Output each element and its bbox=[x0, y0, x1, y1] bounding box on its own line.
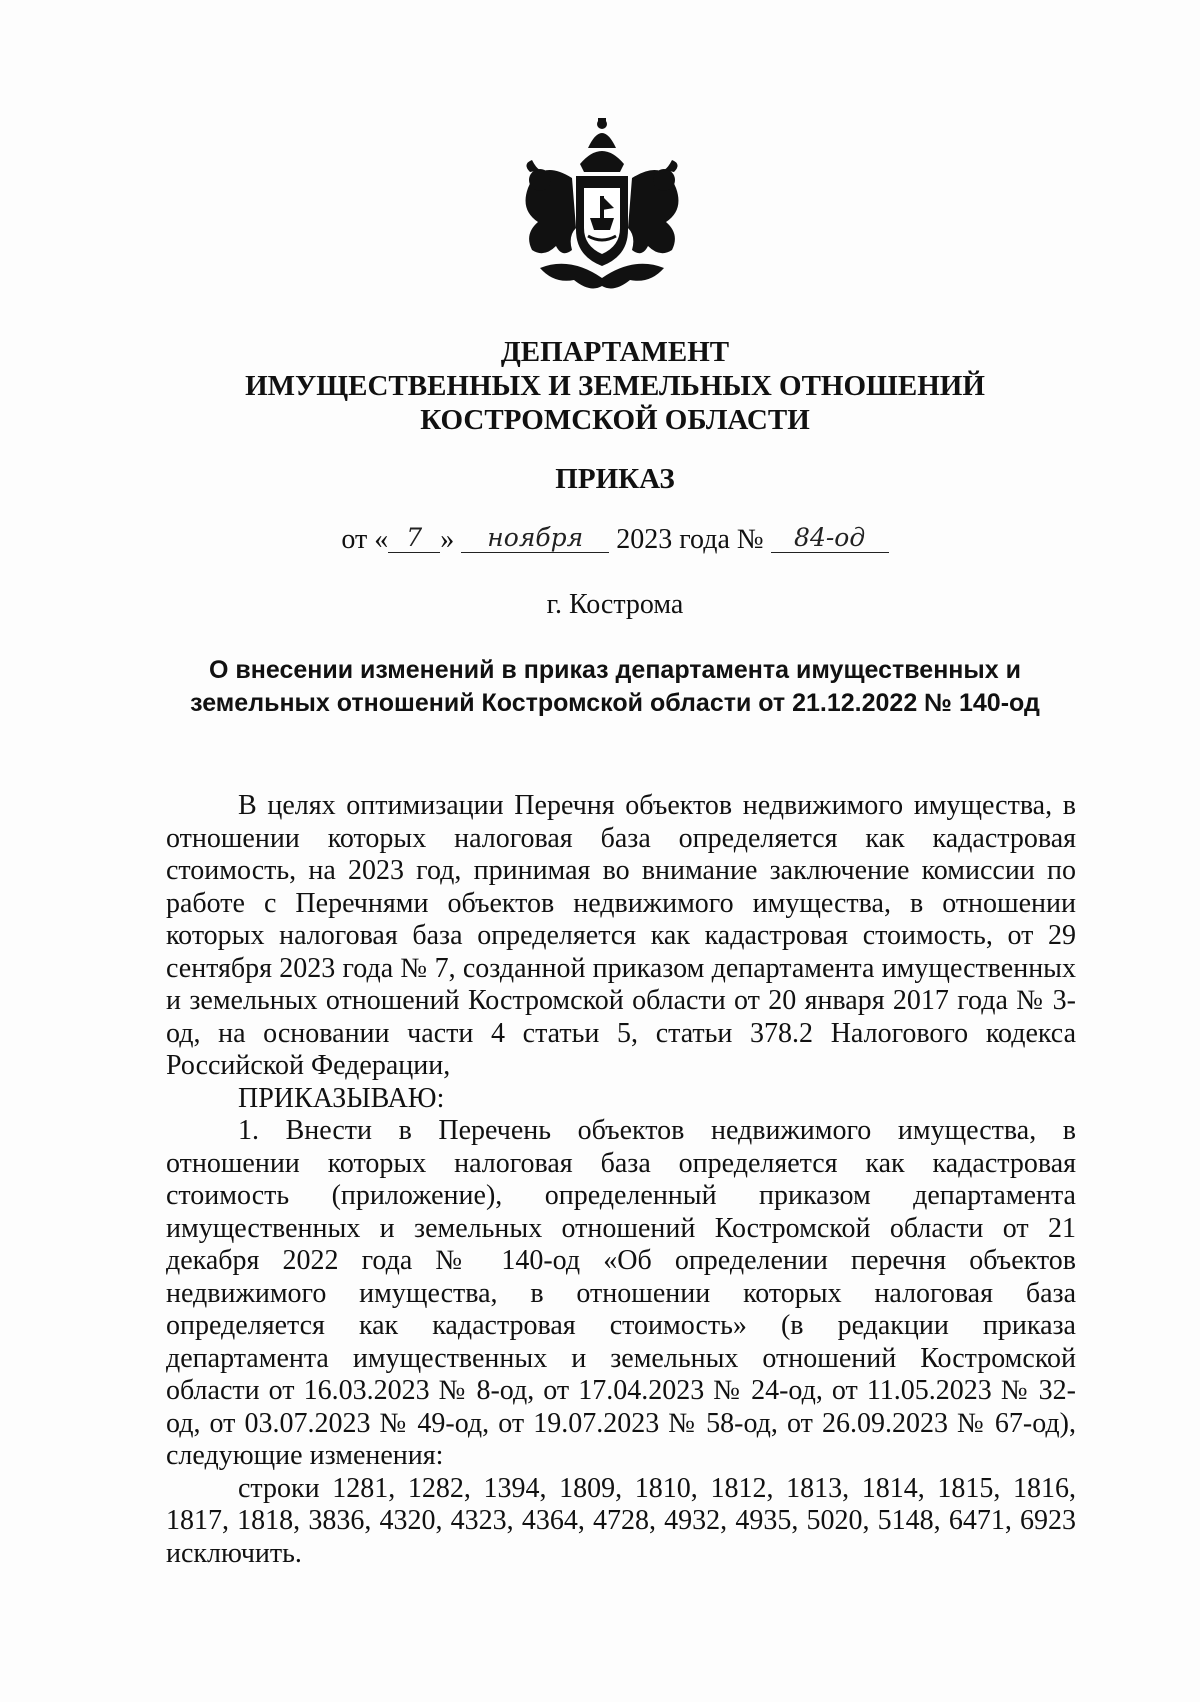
handwritten-month: ноября bbox=[461, 523, 609, 553]
org-line-3: КОСТРОМСКОЙ ОБЛАСТИ bbox=[420, 404, 810, 436]
order-body bbox=[166, 790, 1076, 1570]
order-subject bbox=[150, 654, 1080, 720]
item-1-rows-paragraph: строки 1281, 1282, 1394, 1809, 1810, 1812, 1813, 1814, 1815, 1816, 1817, 1818, 3836, 4320, 4323, 4364, 4728, 4932, 4935, 5020, 5148, 6471, 6923 исключить. bbox=[166, 1472, 1076, 1569]
preamble-paragraph: В целях оптимизации Перечня объектов недвижимого имущества, в отношении которых налоговая база определяется как кадастровая стоимость, на 2023 год, принимая во внимание заключение комиссии по работе с Перечнями объектов недвижимого имущества, в отношении которых налоговая база определяется как кадастровая стоимость, от 29 сентября 2023 года № 7, созданной приказом департамента имущественных и земельных отношений Костромской области от 20 января 2017 года № 3-од, на основании части 4 статьи 5, статьи 378.2 Налогового кодекса Российской Федерации, bbox=[166, 790, 1076, 1081]
date-prefix: от « bbox=[341, 524, 389, 555]
handwritten-day: 7 bbox=[388, 523, 440, 553]
date-number-line bbox=[0, 524, 1200, 556]
command-word: ПРИКАЗЫВАЮ: bbox=[238, 1082, 445, 1114]
organization-name bbox=[0, 335, 1200, 437]
date-year-text: 2023 года № bbox=[616, 524, 764, 555]
item-1-paragraph: 1. Внести в Перечень объектов недвижимого имущества, в отношении которых налоговая база определяется как кадастровая стоимость (приложение), определенный приказом департамента имущественных и земельных отношений Костромской области от 21 декабря 2022 года № 140-од «Об определении перечня объектов недвижимого имущества, в отношении которых налоговая база определяется как кадастровая стоимость» (в редакции приказа департамента имущественных и земельных отношений Костромской области от 16.03.2023 № 8-од, от 17.04.2023 № 24-од, от 11.05.2023 № 32-од, от 03.07.2023 № 49-од, от 19.07.2023 № 58-од, от 26.09.2023 № 67-од), следующие изменения: bbox=[166, 1115, 1076, 1471]
org-line-1: ДЕПАРТАМЕНТ bbox=[500, 336, 730, 368]
kostroma-coat-of-arms-icon bbox=[510, 118, 695, 293]
subject-line-2: земельных отношений Костромской области от 21.12.2022 № 140-од bbox=[190, 689, 1040, 717]
document-type-title: ПРИКАЗ bbox=[555, 463, 675, 495]
org-line-2: ИМУЩЕСТВЕННЫХ И ЗЕМЕЛЬНЫХ ОТНОШЕНИЙ bbox=[245, 370, 985, 402]
subject-line-1: О внесении изменений в приказ департамента имущественных и bbox=[209, 656, 1021, 684]
date-mid: » bbox=[440, 524, 455, 555]
handwritten-order-number: 84-од bbox=[771, 523, 889, 553]
city-name: г. Кострома bbox=[546, 589, 684, 620]
